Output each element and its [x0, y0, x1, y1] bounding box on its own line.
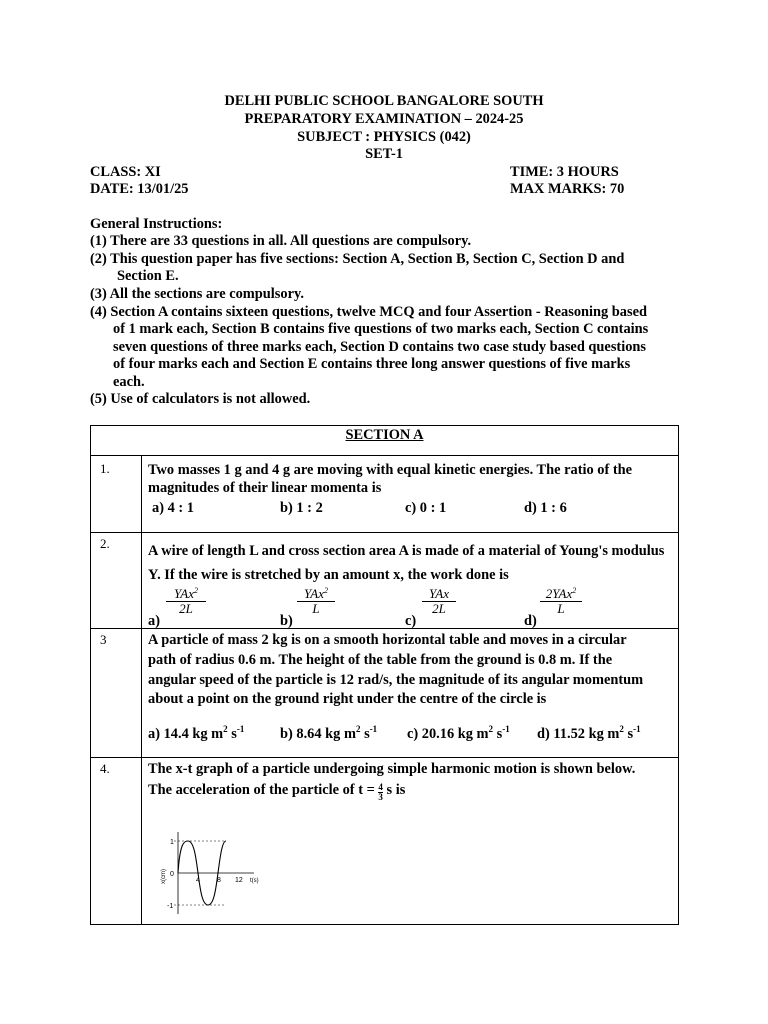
unit-text: s: [364, 726, 370, 742]
x-tick-label: 8: [217, 877, 221, 884]
question-number: 2.: [100, 536, 110, 551]
unit-text: s: [231, 726, 237, 742]
question-text-part: The acceleration of the particle of t =: [148, 782, 375, 798]
question-number: 4.: [100, 761, 110, 776]
question-number-cell: [91, 629, 142, 758]
unit-exponent: 2: [355, 724, 361, 734]
time-label: TIME: 3 HOURS: [510, 164, 619, 180]
instructions-title: General Instructions:: [90, 216, 223, 232]
question-text-part: s is: [386, 782, 406, 798]
set-line: SET-1: [365, 146, 403, 162]
question-text: about a point on the ground right under the centre of the circle is: [148, 691, 547, 707]
question-text: magnitudes of their linear momenta is: [148, 480, 382, 496]
instruction-line: of four marks each and Section E contains three long answer questions of five marks: [113, 356, 631, 372]
option-b: b): [280, 613, 293, 629]
question-number: 1.: [100, 461, 110, 476]
instruction-line: (5) Use of calculators is not allowed.: [90, 391, 311, 407]
question-text: [148, 782, 405, 802]
x-t-graph: [156, 828, 266, 918]
fraction-numerator: 4: [378, 782, 383, 792]
option-text: a) 14.4 kg m: [148, 726, 224, 742]
instruction-line: each.: [113, 374, 145, 390]
option-d-fraction: [540, 587, 582, 616]
option-a: a): [148, 613, 160, 629]
x-tick-label: 4: [196, 877, 200, 884]
question-2-cell: [142, 533, 679, 629]
question-text: A particle of mass 2 kg is on a smooth horizontal table and moves in a circular: [148, 632, 627, 648]
option-a: a) 4 : 1: [152, 500, 194, 516]
fraction-numerator: YAx: [303, 586, 325, 601]
y-axis-label: x(cm): [161, 869, 167, 884]
instruction-line: (1) There are 33 questions in all. All questions are compulsory.: [90, 233, 472, 249]
unit-exponent: 2: [619, 724, 624, 734]
option-text: d) 11.52 kg m: [537, 726, 620, 742]
section-a-table: [90, 425, 679, 925]
fraction-exponent: 2: [324, 586, 329, 595]
option-text: b) 8.64 kg m: [280, 726, 356, 742]
time-fraction: [378, 783, 383, 802]
option-b-fraction: [297, 587, 335, 616]
unit-exponent: -1: [502, 724, 510, 734]
option-c-fraction: [422, 587, 456, 616]
unit-text: s: [627, 726, 634, 742]
section-title: SECTION A: [345, 427, 424, 443]
unit-exponent: 2: [223, 724, 228, 734]
x-tick-label: 12: [235, 877, 243, 884]
question-4-cell: [142, 758, 679, 925]
option-b: b) 1 : 2: [280, 500, 323, 516]
question-number-cell: [91, 533, 142, 629]
instruction-line: (3) All the sections are compulsory.: [90, 286, 304, 302]
fraction-numerator: YAx: [422, 587, 456, 602]
subject-line: SUBJECT : PHYSICS (042): [297, 129, 471, 145]
unit-exponent: 2: [488, 724, 494, 734]
option-c: [407, 726, 510, 744]
question-1-cell: [142, 456, 679, 533]
y-tick-label: 0: [170, 871, 174, 878]
fraction-denominator: 2L: [432, 601, 446, 616]
option-d: d) 1 : 6: [524, 500, 567, 516]
fraction-numerator: 2YAx: [545, 586, 573, 601]
instruction-line: seven questions of three marks each, Section D contains two case study based questions: [113, 339, 647, 355]
option-a-fraction: [166, 587, 206, 616]
option-b: [280, 726, 377, 744]
question-text: The x-t graph of a particle undergoing simple harmonic motion is shown below.: [148, 761, 636, 777]
question-text: Two masses 1 g and 4 g are moving with equal kinetic energies. The ratio of the: [148, 462, 633, 478]
fraction-numerator: YAx: [173, 586, 195, 601]
x-axis-label: t(s): [250, 878, 259, 884]
fraction-denominator: 2L: [179, 601, 193, 616]
y-tick-label: -1: [167, 903, 174, 910]
fraction-denominator: L: [312, 601, 320, 616]
unit-exponent: -1: [369, 724, 378, 734]
school-name: DELHI PUBLIC SCHOOL BANGALORE SOUTH: [224, 93, 544, 109]
unit-text: s: [496, 726, 503, 742]
instruction-line: Section E.: [117, 268, 179, 284]
question-number: 3: [100, 632, 107, 647]
question-text: A wire of length L and cross section area A is made of a material of Young's modulus: [148, 543, 665, 559]
question-number-cell: [91, 456, 142, 533]
date-label: DATE: 13/01/25: [90, 181, 189, 197]
question-text: angular speed of the particle is 12 rad/s, the magnitude of its angular momentum: [148, 672, 644, 688]
instruction-line: of 1 mark each, Section B contains five questions of two marks each, Section C contains: [113, 321, 649, 337]
fraction-denominator: L: [557, 601, 565, 616]
question-text: path of radius 0.6 m. The height of the table from the ground is 0.8 m. If the: [148, 652, 613, 668]
fraction-exponent: 2: [572, 586, 577, 595]
question-text: Y. If the wire is stretched by an amount x, the work done is: [148, 567, 509, 583]
option-c: c): [405, 613, 417, 629]
max-marks-label: MAX MARKS: 70: [510, 181, 625, 197]
class-label: CLASS: XI: [90, 164, 161, 180]
unit-exponent: -1: [633, 724, 641, 734]
section-a-header: [91, 426, 679, 456]
instruction-line: (4) Section A contains sixteen questions, twelve MCQ and four Assertion - Reasoning based: [90, 304, 647, 320]
question-number-cell: [91, 758, 142, 925]
instruction-line: (2) This question paper has five sections: Section A, Section B, Section C, Section D and: [90, 251, 625, 267]
option-a: [148, 726, 244, 744]
question-3-cell: [142, 629, 679, 758]
fraction-denominator: 3: [378, 792, 383, 802]
option-c: c) 0 : 1: [405, 500, 447, 516]
option-text: c) 20.16 kg m: [407, 726, 489, 742]
unit-exponent: -1: [236, 724, 245, 734]
exam-title: PREPARATORY EXAMINATION – 2024-25: [244, 111, 524, 127]
fraction-exponent: 2: [194, 586, 199, 595]
option-d: d): [524, 613, 537, 629]
y-tick-label: 1: [170, 839, 174, 846]
option-d: [537, 726, 641, 744]
